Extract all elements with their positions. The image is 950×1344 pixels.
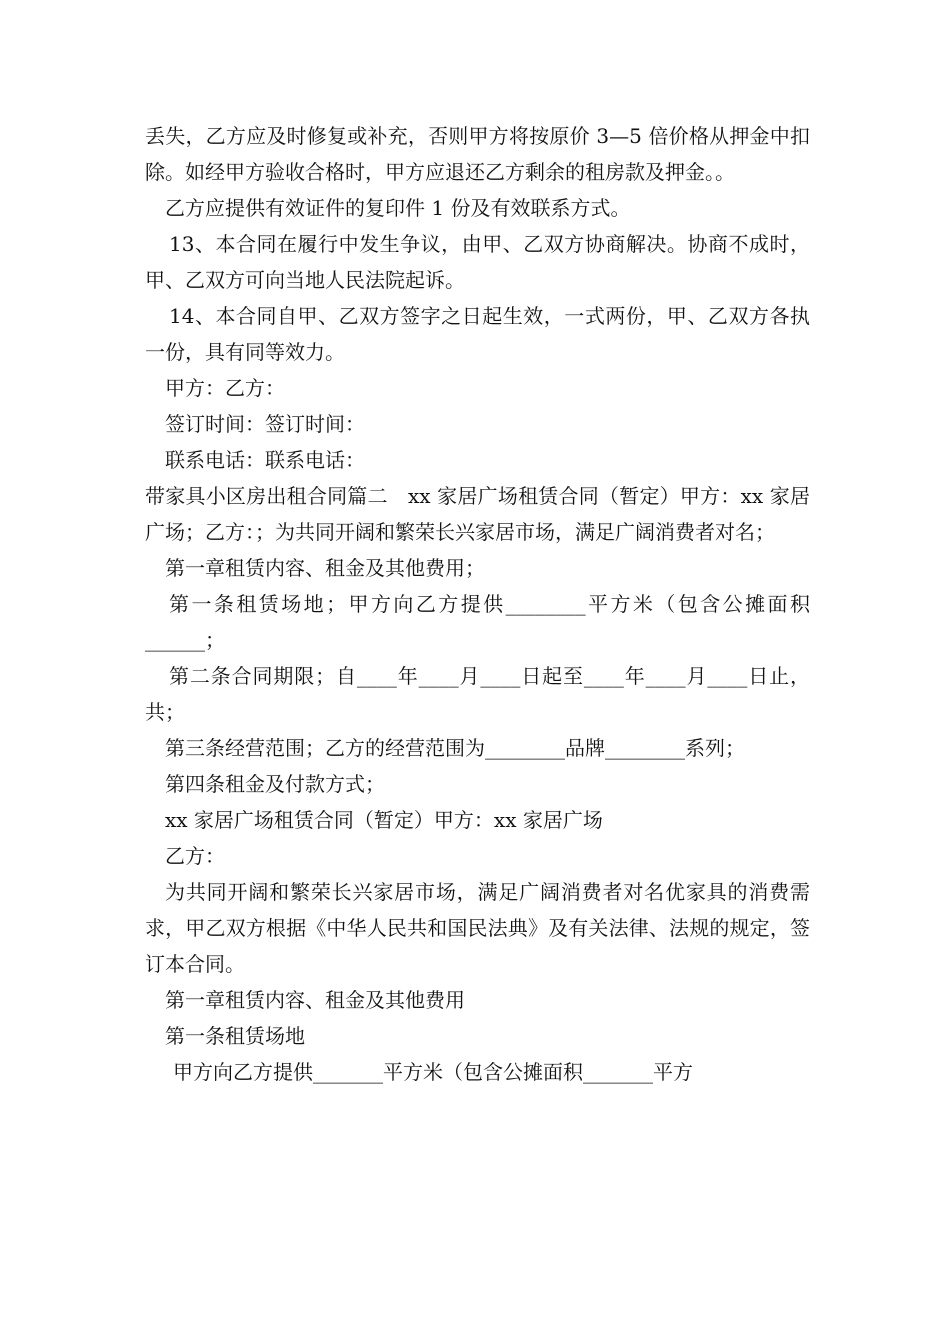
paragraph-clause-14: 14、本合同自甲、乙双方签字之日起生效，一式两份，甲、乙双方各执一份，具有同等效力。: [145, 304, 810, 364]
document-page: [145, 118, 810, 1090]
paragraph-id-copy: 乙方应提供有效证件的复印件 1 份及有效联系方式。: [165, 196, 631, 220]
signature-parties: 甲方：乙方：: [165, 376, 285, 400]
article-one-short: 第一条租赁场地；甲方向乙方提供________平方米（包含公摊面积______；: [145, 592, 810, 652]
contract-title-line: xx 家居广场租赁合同（暂定）甲方：xx 家居广场: [165, 808, 603, 832]
paragraph-clause-13: 13、本合同在履行中发生争议，由甲、乙双方协商解决。协商不成时，甲、乙双方可向当地人民法院起诉。: [145, 232, 810, 292]
chapter-one-heading-short: 第一章租赁内容、租金及其他费用；: [165, 556, 485, 580]
article-four-rent: 第四条租金及付款方式；: [165, 772, 385, 796]
paragraph-deposit-deduction: 丢失，乙方应及时修复或补充，否则甲方将按原价 3—5 倍价格从押金中扣除。如经甲方验收合格时，甲方应退还乙方剩余的租房款及押金。。: [145, 124, 810, 184]
article-one-heading: 第一条租赁场地: [165, 1024, 305, 1048]
party-b-line: 乙方：: [165, 844, 225, 868]
signature-phones: 联系电话：联系电话：: [165, 448, 365, 472]
paragraph-contract-two-intro: 带家具小区房出租合同篇二 xx 家居广场租赁合同（暂定）甲方：xx 家居广场；乙方：；为共同开阔和繁荣长兴家居市场，满足广阔消费者对名；: [145, 484, 810, 544]
article-two-term: 第二条合同期限；自____年____月____日起至____年____月____日止，共；: [145, 664, 810, 724]
paragraph-purpose: 为共同开阔和繁荣长兴家居市场，满足广阔消费者对名优家具的消费需求，甲乙双方根据《中华人民共和国民法典》及有关法律、法规的规定，签订本合同。: [145, 880, 810, 976]
chapter-one-heading: 第一章租赁内容、租金及其他费用: [165, 988, 465, 1012]
article-one-body: 甲方向乙方提供_______平方米（包含公摊面积_______平方: [173, 1060, 693, 1084]
signature-dates: 签订时间：签订时间：: [165, 412, 365, 436]
article-three-scope: 第三条经营范围；乙方的经营范围为________品牌________系列；: [165, 736, 745, 760]
